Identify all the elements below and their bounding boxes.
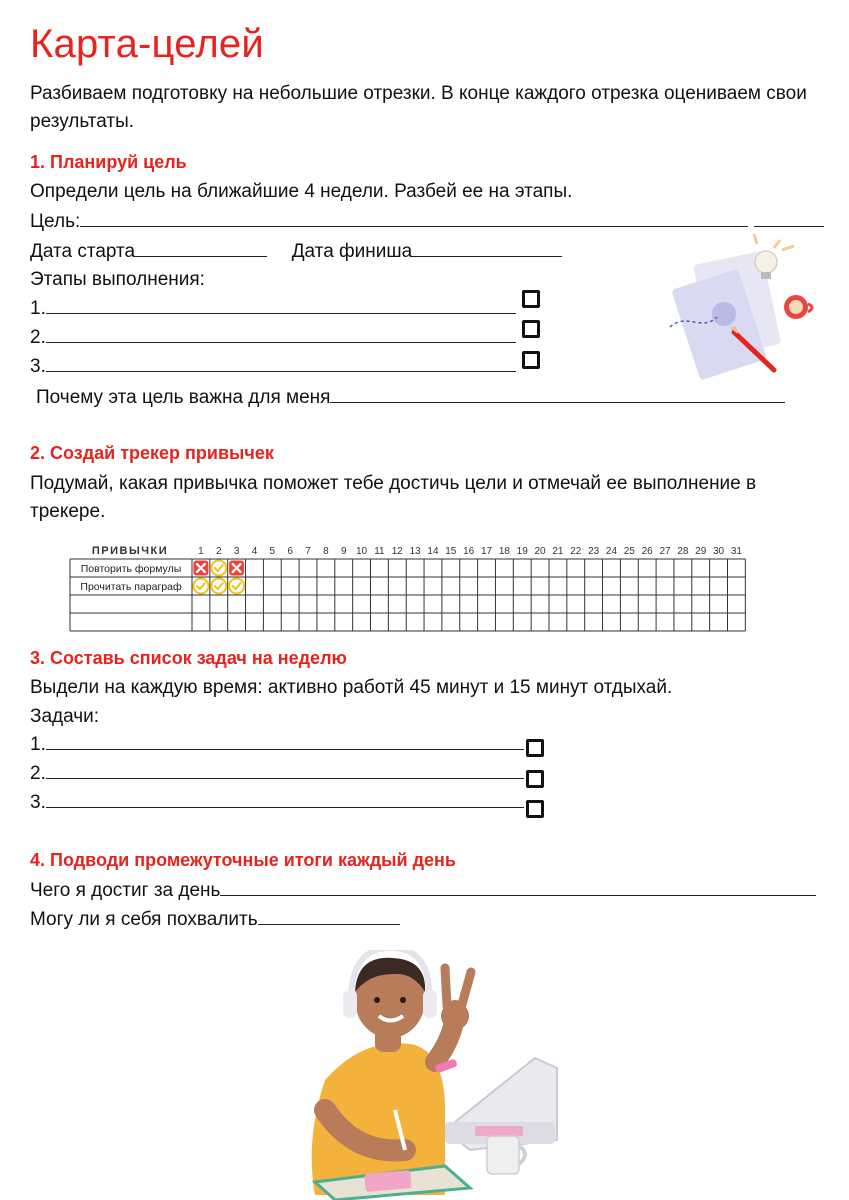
- stages-label: Этапы выполнения:: [30, 269, 205, 290]
- tracker-day-label: 14: [427, 546, 439, 557]
- task-row-2: [30, 760, 524, 788]
- stage-checkbox-3[interactable]: [522, 351, 540, 369]
- tracker-day-label: 8: [323, 546, 329, 557]
- stage-row-1: [30, 295, 516, 323]
- tracker-day-label: 9: [340, 546, 347, 557]
- tracker-day-label: 5: [269, 546, 276, 557]
- tracker-day-label: 29: [695, 546, 707, 557]
- stage-line[interactable]: [46, 370, 516, 372]
- intro-text: Разбиваем подготовку на небольшие отрезки. В конце каждого отрезка оцениваем свои результаты.: [30, 83, 807, 132]
- section2-heading: 2. Создай трекер привычек: [30, 443, 274, 463]
- tracker-day-label: 30: [713, 546, 725, 557]
- stage-line[interactable]: [46, 312, 516, 314]
- dates-row: [30, 238, 562, 266]
- habit-tracker: [50, 533, 762, 635]
- tracker-day-label: 2: [215, 546, 222, 557]
- section2-text: Подумай, какая привычка поможет тебе достичь цели и отмечай ее выполнение в трекере.: [30, 473, 757, 522]
- start-date-line[interactable]: [135, 255, 267, 257]
- tasks-label: Задачи:: [30, 706, 100, 727]
- stage-checkbox-1[interactable]: [522, 290, 540, 308]
- task-number: 3.: [30, 792, 46, 813]
- tracker-mark-x-icon[interactable]: [229, 561, 244, 576]
- tracker-day-label: 24: [605, 546, 618, 557]
- task-row-3: [30, 789, 524, 817]
- stage-number: 2.: [30, 327, 46, 348]
- task-number: 2.: [30, 763, 46, 784]
- finish-date-line[interactable]: [412, 255, 562, 257]
- tracker-day-label: 19: [516, 546, 528, 557]
- tracker-day-label: 4: [251, 546, 258, 557]
- tracker-day-label: 16: [463, 546, 475, 557]
- section3-heading: 3. Составь список задач на неделю: [30, 648, 347, 668]
- tracker-mark-check-icon[interactable]: [193, 579, 208, 594]
- tracker-day-label: 26: [641, 546, 653, 557]
- task-line[interactable]: [46, 806, 524, 808]
- task-line[interactable]: [46, 777, 524, 779]
- goal-illustration: [662, 222, 822, 382]
- lightbulb-icon: [755, 251, 777, 273]
- stage-checkbox-2[interactable]: [522, 320, 540, 338]
- why-row: [36, 384, 785, 412]
- section4-heading: 4. Подводи промежуточные итоги каждый день: [30, 850, 456, 870]
- tracker-day-label: 25: [623, 546, 635, 557]
- start-label: Дата старта: [30, 241, 136, 262]
- tracker-mark-x-icon[interactable]: [193, 561, 208, 576]
- achieved-line[interactable]: [220, 894, 816, 896]
- tracker-day-label: 10: [356, 546, 368, 557]
- goal-input-line[interactable]: [80, 225, 748, 227]
- tracker-habit-name: Повторить формулы: [80, 563, 182, 575]
- tracker-day-label: 7: [305, 546, 311, 557]
- praise-line[interactable]: [258, 923, 400, 925]
- section3-text: Выдели на каждую время: активно работй 45 минут и 15 минут отдыхай.: [30, 677, 673, 698]
- task-row-1: [30, 731, 524, 759]
- achieved-label: Чего я достиг за день: [30, 880, 221, 901]
- tracker-day-label: 20: [534, 546, 546, 557]
- tracker-day-label: 6: [287, 546, 293, 557]
- tracker-day-label: 1: [198, 546, 204, 557]
- habit-tracker-grid: [50, 533, 762, 635]
- page-title: Карта-целей: [30, 22, 264, 66]
- task-line[interactable]: [46, 748, 524, 750]
- tracker-day-label: 28: [677, 546, 689, 557]
- task-checkbox-1[interactable]: [526, 739, 544, 757]
- achieved-row: [30, 877, 816, 905]
- tracker-day-label: 22: [570, 546, 582, 557]
- tracker-day-label: 18: [498, 546, 510, 557]
- tracker-mark-check-icon[interactable]: [211, 579, 226, 594]
- student-illustration: [295, 950, 575, 1200]
- tracker-day-label: 27: [659, 546, 671, 557]
- section1-text: Определи цель на ближайшие 4 недели. Разбей ее на этапы.: [30, 181, 573, 202]
- tracker-day-label: 15: [445, 546, 457, 557]
- tracker-day-label: 23: [588, 546, 600, 557]
- task-number: 1.: [30, 734, 46, 755]
- tracker-day-label: 11: [374, 546, 385, 557]
- mug-icon: [487, 1136, 519, 1174]
- stage-number: 3.: [30, 356, 46, 377]
- paper-symbol: [712, 302, 736, 326]
- tracker-day-label: 13: [409, 546, 421, 557]
- praise-label: Могу ли я себя похвалить: [30, 909, 258, 930]
- praise-row: [30, 906, 400, 934]
- tracker-mark-check-icon[interactable]: [229, 579, 244, 594]
- tracker-habit-name: Прочитать параграф: [80, 581, 182, 593]
- tracker-day-label: 17: [480, 546, 493, 557]
- task-checkbox-2[interactable]: [526, 770, 544, 788]
- task-checkbox-3[interactable]: [526, 800, 544, 818]
- stage-row-3: [30, 353, 516, 381]
- tracker-day-label: 31: [730, 546, 742, 557]
- finish-label: Дата финиша: [291, 241, 413, 262]
- stage-row-2: [30, 324, 516, 352]
- stage-number: 1.: [30, 298, 46, 319]
- tracker-header: ПРИВЫЧКИ: [91, 545, 169, 557]
- tracker-day-label: 12: [391, 546, 403, 557]
- tracker-day-label: 21: [552, 546, 564, 557]
- why-label: Почему эта цель важна для меня: [36, 387, 331, 408]
- stage-line[interactable]: [46, 341, 516, 343]
- why-line[interactable]: [330, 401, 785, 403]
- tracker-mark-check-icon[interactable]: [211, 561, 226, 576]
- tracker-day-label: 3: [233, 546, 240, 557]
- goal-label: Цель:: [30, 211, 81, 232]
- section1-heading: 1. Планируй цель: [30, 152, 187, 172]
